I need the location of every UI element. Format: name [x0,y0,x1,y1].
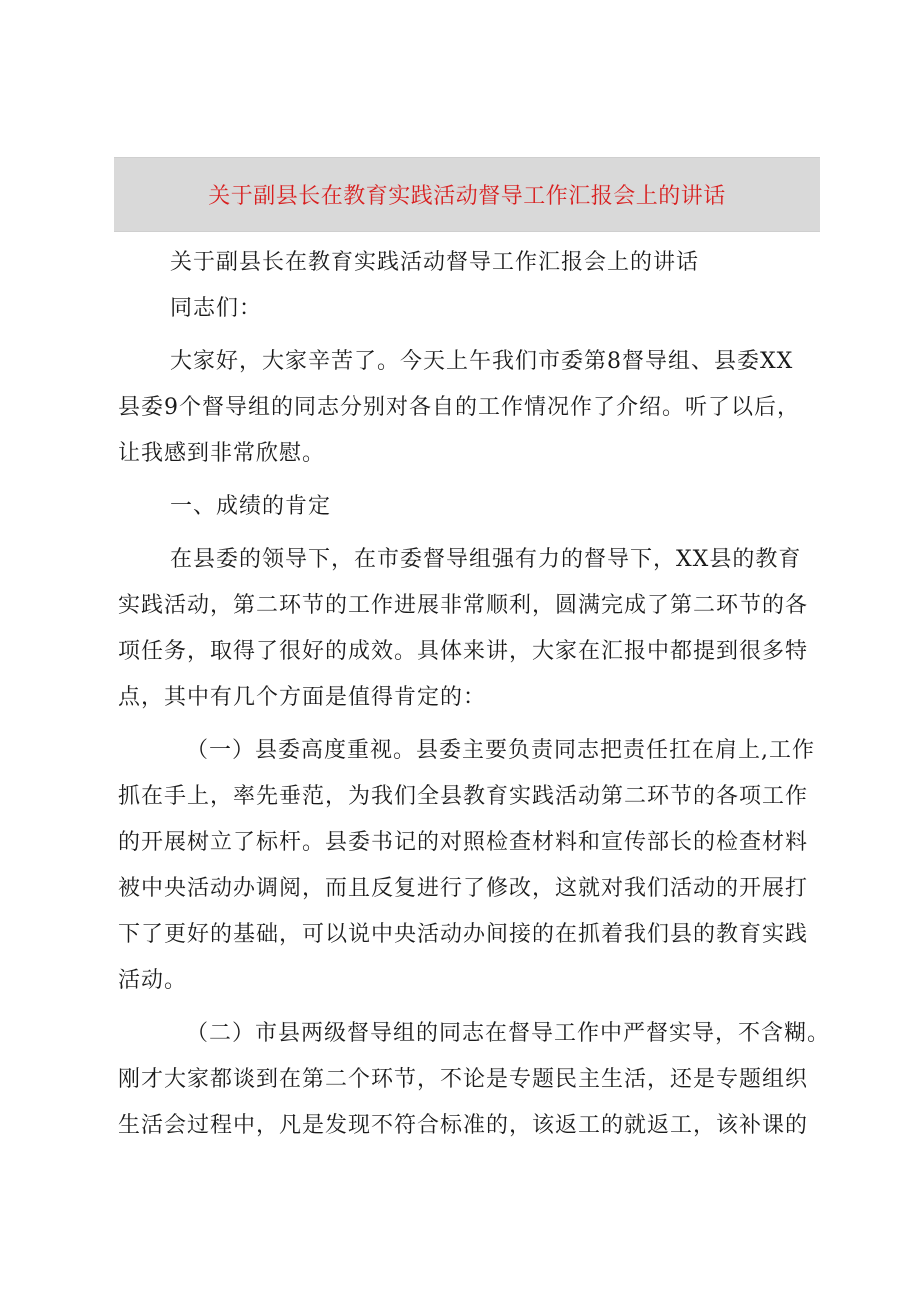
section-heading-1: 一、成绩的肯定 [170,494,332,519]
paragraph-1 [118,339,822,477]
paragraph-line: 生活会过程中，凡是发现不符合标准的，该返工的就返工，该补课的 [118,1113,809,1138]
paragraph-line: 项任务，取得了很好的成效。具体来讲，大家在汇报中都提到很多特 [118,639,809,664]
paragraph-line: 活动。 [118,968,188,993]
paragraph-line: 的开展树立了标杆。县委书记的对照检查材料和宣传部长的检查材料 [118,830,809,855]
paragraph-line: 下了更好的基础，可以说中央活动办间接的在抓着我们县的教育实践 [118,922,809,947]
paragraph-line: 在县委的领导下，在市委督导组强有力的督导下，XX县的教育 [170,547,802,572]
paragraph-line: 大家好，大家辛苦了。今天上午我们市委第8督导组、县委XX [170,349,794,374]
document-body [118,240,831,1149]
paragraph-line: 点，其中有几个方面是值得肯定的： [118,685,487,710]
paragraph-line: 实践活动，第二环节的工作进展非常顺利，圆满完成了第二环节的各 [118,593,809,618]
paragraph-line: 刚才大家都谈到在第二个环节，不论是专题民主生活，还是专题组织 [118,1067,809,1092]
body-heading: 关于副县长在教育实践活动督导工作汇报会上的讲话 [170,250,700,275]
document-title: 关于副县长在教育实践活动督导工作汇报会上的讲话 [208,184,726,209]
title-banner [114,157,820,232]
paragraph-2 [118,537,822,721]
paragraph-line: 让我感到非常欣慰。 [118,441,326,466]
salutation: 同志们： [170,296,263,321]
paragraph-4 [118,1011,831,1149]
paragraph-line: （一）县委高度重视。县委主要负责同志把责任扛在肩上,工作 [186,738,815,763]
paragraph-line: 被中央活动办调阅，而且反复进行了修改，这就对我们活动的开展打 [118,876,809,901]
paragraph-line: 抓在手上，率先垂范，为我们全县教育实践活动第二环节的各项工作 [118,784,809,809]
paragraph-3 [118,728,822,1004]
paragraph-line: 县委9个督导组的同志分别对各自的工作情况作了介绍。听了以后， [118,395,800,420]
paragraph-line: （二）市县两级督导组的同志在督导工作中严督实导，不含糊。 [186,1021,831,1046]
